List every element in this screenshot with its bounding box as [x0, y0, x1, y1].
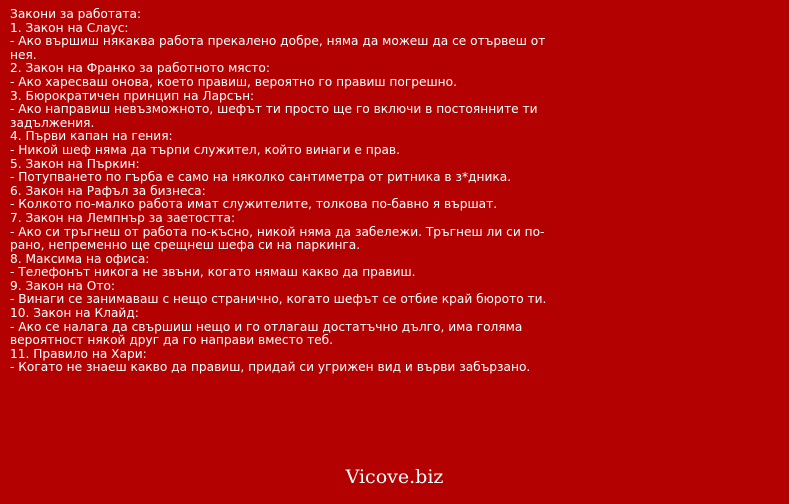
- law-heading: 5. Закон на Пъркин:: [10, 156, 140, 171]
- law-heading: 8. Максима на офиса:: [10, 251, 150, 266]
- law-heading: 9. Закон на Ото:: [10, 278, 116, 293]
- law-heading: 1. Закон на Слаус:: [10, 20, 129, 35]
- law-text: - Ако вършиш някаква работа прекалено добре, няма да можеш да се отървеш от нея.: [10, 34, 546, 62]
- law-text: - Ако направиш невъзможното, шефът ти просто ще го включи в постоянните ти задължения.: [10, 102, 538, 130]
- laws-text-block: [10, 8, 570, 375]
- site-footer-brand: Vicove.biz: [345, 466, 444, 488]
- law-heading: 10. Закон на Клайд:: [10, 306, 139, 321]
- law-text: - Когато не знаеш какво да правиш, придай си угрижен вид и върви забързано.: [10, 360, 531, 375]
- law-text: - Телефонът никога не звъни, когато нямаш какво да правиш.: [10, 265, 416, 280]
- law-heading: 11. Правило на Хари:: [10, 346, 147, 361]
- law-text: - Колкото по-малко работа имат служителите, толкова по-бавно я вършат.: [10, 197, 498, 212]
- law-text: - Ако се налага да свършиш нещо и го отлагаш достатъчно дълго, има голяма вероятност някой друг да го направи вместо теб.: [10, 319, 523, 348]
- law-heading: 4. Първи капан на гения:: [10, 129, 173, 144]
- law-text: - Ако харесваш онова, което правиш, вероятно го правиш погрешно.: [10, 74, 457, 89]
- law-heading: 6. Закон на Рафъл за бизнеса:: [10, 183, 206, 198]
- law-heading: 2. Закон на Франко за работното място:: [10, 61, 270, 76]
- law-text: - Ако си тръгнеш от работа по-късно, никой няма да забележи. Тръгнеш ли си по-рано, непременно ще срещнеш шефа си на паркинга.: [10, 224, 545, 253]
- law-heading: 7. Закон на Лемпнър за заетостта:: [10, 210, 236, 225]
- law-text: - Винаги се занимаваш с нещо странично, когато шефът се отбие край бюрото ти.: [10, 292, 547, 307]
- law-text: - Потупването по гърба е само на няколко сантиметра от ритника в з*дника.: [10, 170, 512, 185]
- law-text: - Никой шеф няма да търпи служител, който винаги е прав.: [10, 142, 400, 157]
- page-title: Закони за работата:: [10, 7, 142, 21]
- law-heading: 3. Бюрократичен принцип на Ларсън:: [10, 88, 255, 103]
